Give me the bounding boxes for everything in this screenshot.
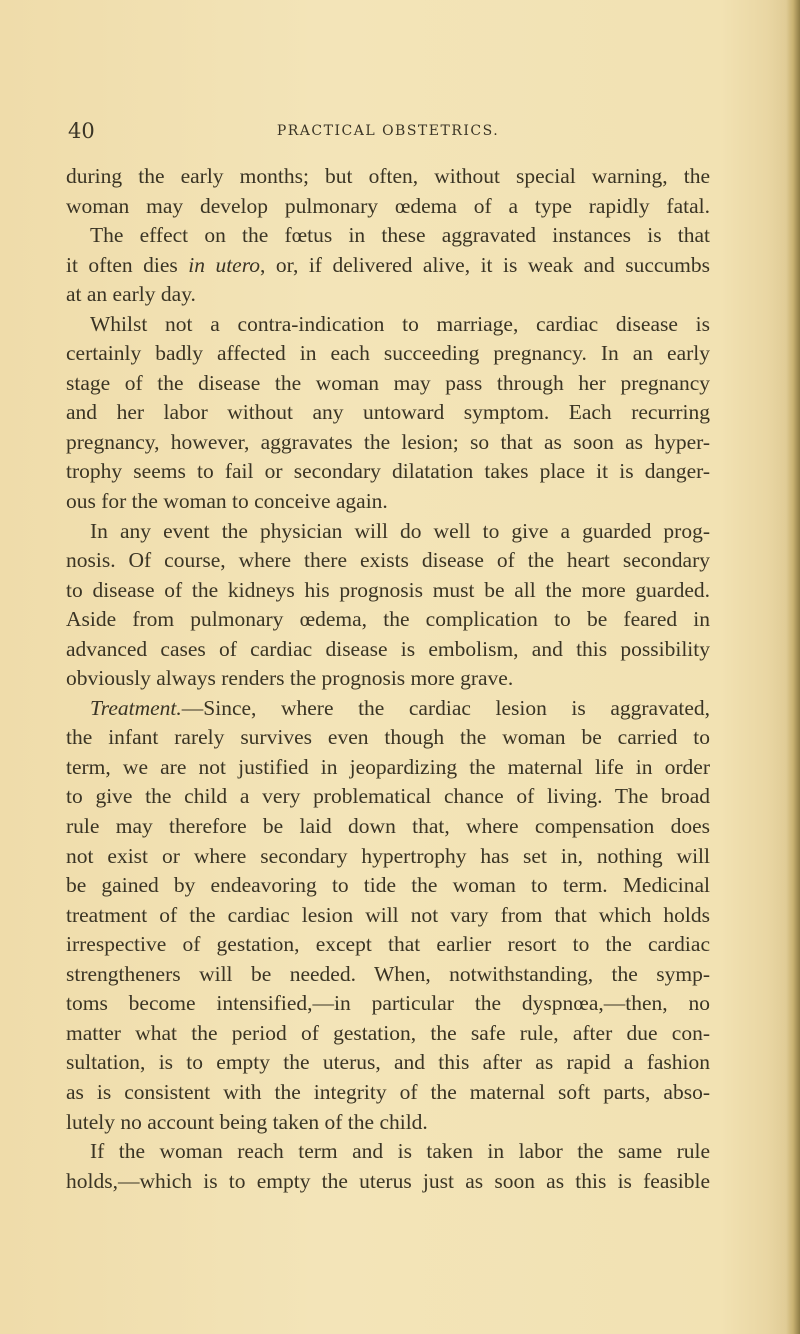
text-line: advanced cases of cardiac disease is embolism, and this possibility bbox=[66, 636, 710, 661]
text-line: not exist or where secondary hypertrophy has set in, nothing will bbox=[66, 843, 710, 868]
text-line: at an early day. bbox=[66, 282, 196, 307]
text-line: sultation, is to empty the uterus, and this after as rapid a fashion bbox=[66, 1050, 710, 1075]
text-line: obviously always renders the prognosis more grave. bbox=[66, 666, 514, 691]
text-line: rule may therefore be laid down that, where compensation does bbox=[66, 814, 710, 839]
text-line: holds,—which is to empty the uterus just as soon as this is feasible bbox=[66, 1168, 710, 1193]
text-line: to give the child a very problematical chance of living. The broad bbox=[66, 784, 710, 809]
text-line: lutely no account being taken of the child. bbox=[66, 1109, 428, 1134]
body-text bbox=[66, 162, 710, 1196]
text-line: to disease of the kidneys his prognosis must be all the more guarded. bbox=[66, 577, 710, 602]
text-line: during the early months; but often, without special warning, the bbox=[66, 164, 710, 188]
text-line: ous for the woman to conceive again. bbox=[66, 489, 388, 514]
text-line: nosis. Of course, where there exists disease of the heart secondary bbox=[66, 548, 710, 573]
text-line: Aside from pulmonary œdema, the complication to be feared in bbox=[66, 607, 710, 632]
text-line: it often dies in utero, or, if delivered alive, it is weak and succumbs bbox=[66, 252, 711, 277]
text-line: Treatment.—Since, where the cardiac lesion is aggravated, bbox=[90, 695, 710, 720]
text-line: term, we are not justified in jeopardizing the maternal life in order bbox=[66, 754, 710, 779]
text-line: and her labor without any untoward symptom. Each recurring bbox=[66, 400, 710, 425]
text-line: If the woman reach term and is taken in labor the same rule bbox=[90, 1139, 710, 1164]
text-line: woman may develop pulmonary œdema of a type rapidly fatal. bbox=[66, 193, 710, 218]
text-line: trophy seems to fail or secondary dilatation takes place it is danger- bbox=[66, 459, 710, 484]
book-spine-edge bbox=[786, 0, 800, 1334]
text-line: certainly badly affected in each succeeding pregnancy. In an early bbox=[66, 341, 710, 366]
page-number: 40 bbox=[68, 119, 95, 143]
text-line: be gained by endeavoring to tide the woman to term. Medicinal bbox=[66, 873, 710, 898]
text-line: pregnancy, however, aggravates the lesion; so that as soon as hyper- bbox=[66, 429, 710, 454]
text-line: toms become intensified,—in particular the dyspnœa,—then, no bbox=[66, 991, 710, 1016]
text-line: irrespective of gestation, except that earlier resort to the cardiac bbox=[66, 932, 710, 957]
text-line: Whilst not a contra-indication to marriage, cardiac disease is bbox=[90, 311, 710, 336]
text-line: stage of the disease the woman may pass through her pregnancy bbox=[66, 370, 710, 395]
text-line: strengtheners will be needed. When, notwithstanding, the symp- bbox=[66, 961, 710, 986]
text-line: In any event the physician will do well to give a guarded prog- bbox=[90, 518, 710, 543]
text-line: treatment of the cardiac lesion will not vary from that which holds bbox=[66, 902, 710, 927]
text-line: the infant rarely survives even though the woman be carried to bbox=[66, 725, 710, 750]
text-line: as is consistent with the integrity of the maternal soft parts, abso- bbox=[66, 1079, 710, 1104]
page-header bbox=[66, 119, 710, 143]
text-line: matter what the period of gestation, the safe rule, after due con- bbox=[66, 1020, 710, 1045]
text-line: The effect on the fœtus in these aggravated instances is that bbox=[90, 223, 710, 248]
running-title: PRACTICAL OBSTETRICS. bbox=[276, 123, 500, 139]
